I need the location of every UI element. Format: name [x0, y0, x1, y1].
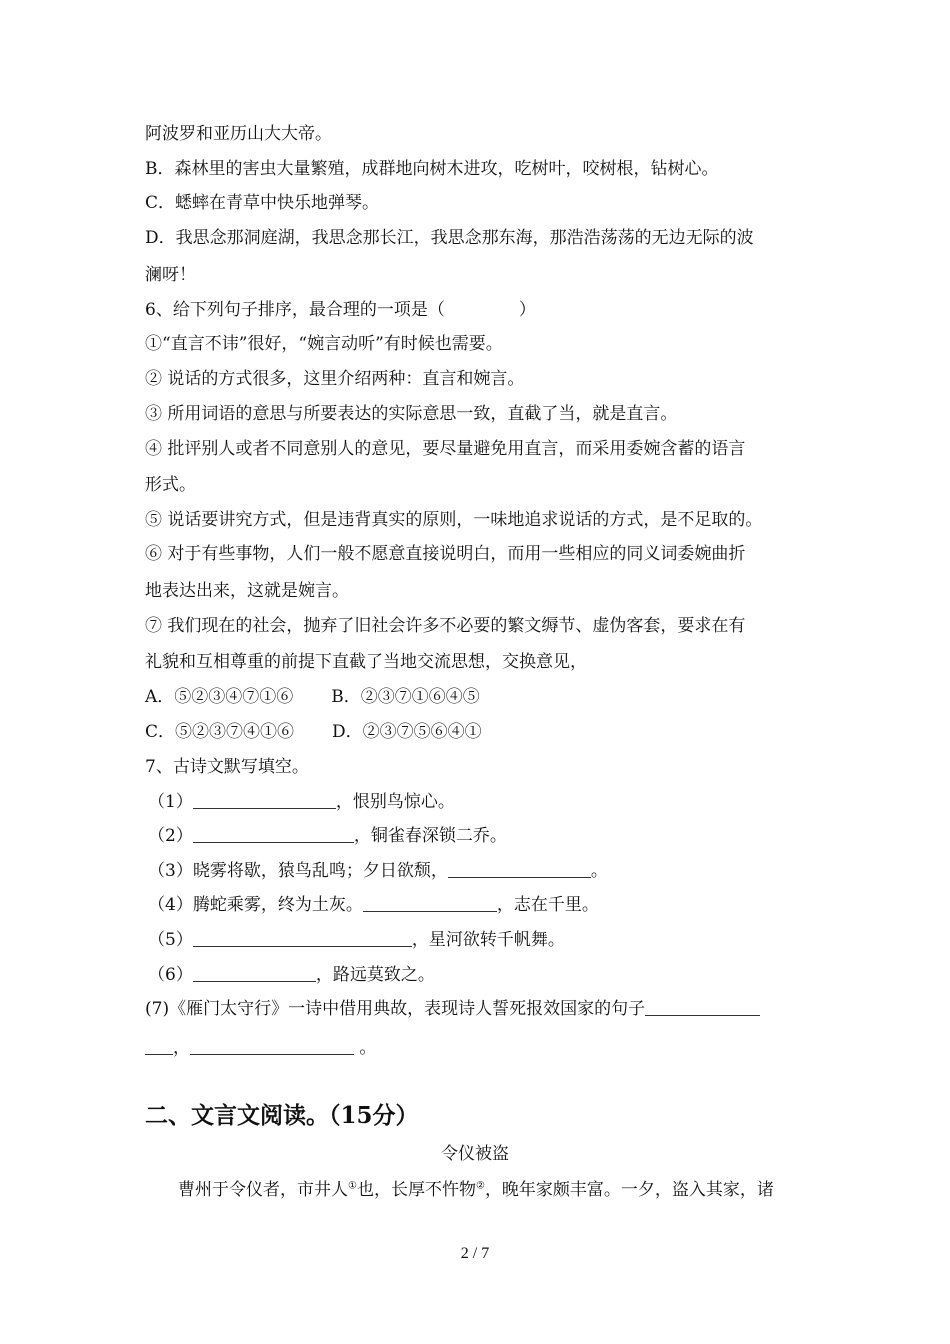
sentence-1: ①“直言不讳”很好，“婉言动听”有时候也需要。: [145, 334, 503, 354]
q6-options-ab: A．⑤②③④⑦①⑥ B．②③⑦①⑥④⑤: [145, 687, 480, 707]
blank-3: （3）晓雾将歇，猿鸟乱鸣；夕日欲颓， 。: [148, 861, 608, 881]
answer-blank[interactable]: [448, 863, 591, 878]
option-d-line: D．我思念那洞庭湖，我思念那长江，我思念那东海，那浩浩荡荡的无边无际的波: [145, 228, 754, 248]
sentence-7: ⑦ 我们现在的社会，抛弃了旧社会许多不必要的繁文缛节、虚伪客套，要求在有: [145, 616, 746, 636]
blank-6: （6） ，路远莫致之。: [148, 965, 435, 985]
question-6-title: 6、给下列句子排序，最合理的一项是（ ）: [145, 300, 536, 320]
sentence-3: ③ 所用词语的意思与所要表达的实际意思一致，直截了当，就是直言。: [145, 404, 678, 424]
text-line: 澜呀！: [145, 265, 196, 285]
answer-blank[interactable]: [193, 967, 316, 982]
answer-blank[interactable]: [193, 828, 354, 843]
answer-blank[interactable]: [193, 794, 336, 809]
blank-2: （2） ，铜雀春深锁二乔。: [148, 826, 507, 846]
blank-7: (7)《雁门太守行》一诗中借用典故，表现诗人誓死报效国家的句子: [145, 998, 760, 1020]
answer-blank[interactable]: [363, 897, 497, 912]
text-line: 阿波罗和亚历山大大帝。: [145, 124, 332, 144]
blank-4: （4）腾蛇乘雾，终为土灰。 ，志在千里。: [148, 895, 599, 915]
option-b-line: B．森林里的害虫大量繁殖，成群地向树木进攻，吃树叶，咬树根，钻树心。: [145, 159, 719, 179]
q6-options-cd: C．⑤②③⑦④①⑥ D．②③⑦⑤⑥④①: [145, 722, 482, 742]
option-c-line: C．蟋蟀在青草中快乐地弹琴。: [145, 193, 380, 213]
answer-blank[interactable]: [190, 1040, 354, 1055]
blank-1: （1） ，恨别鸟惊心。: [148, 792, 455, 812]
sentence-6-cont: 地表达出来，这就是婉言。: [145, 581, 349, 601]
sentence-5: ⑤ 说话要讲究方式，但是违背真实的原则，一味地追求说话的方式，是不足取的。: [145, 510, 763, 530]
sentence-4: ④ 批评别人或者不同意别人的意见，要尽量避免用直言，而采用委婉含蓄的语言: [145, 439, 746, 459]
sentence-4-cont: 形式。: [145, 475, 196, 495]
sentence-2: ② 说话的方式很多，这里介绍两种：直言和婉言。: [145, 369, 525, 389]
page-number: 2 / 7: [460, 1245, 490, 1262]
section-heading: 二、文言文阅读。（15分）: [145, 1102, 419, 1129]
blank-7-cont: ， 。: [145, 1037, 376, 1059]
blank-5: （5） ，星河欲转千帆舞。: [148, 930, 565, 950]
passage-title: 令仪被盗: [441, 1144, 509, 1164]
sentence-6: ⑥ 对于有些事物，人们一般不愿意直接说明白，而用一些相应的同义词委婉曲折: [145, 544, 746, 564]
question-7-title: 7、古诗文默写填空。: [145, 757, 309, 777]
sentence-7-cont: 礼貌和互相尊重的前提下直截了当地交流思想，交换意见，: [145, 652, 587, 672]
passage-text: 曹州于令仪者，市井人①也，长厚不忤物②，晚年家颇丰富。一夕，盗入其家，诸: [178, 1180, 774, 1200]
answer-blank[interactable]: [193, 932, 412, 947]
answer-blank[interactable]: [145, 1040, 173, 1055]
answer-blank[interactable]: [645, 1001, 760, 1016]
